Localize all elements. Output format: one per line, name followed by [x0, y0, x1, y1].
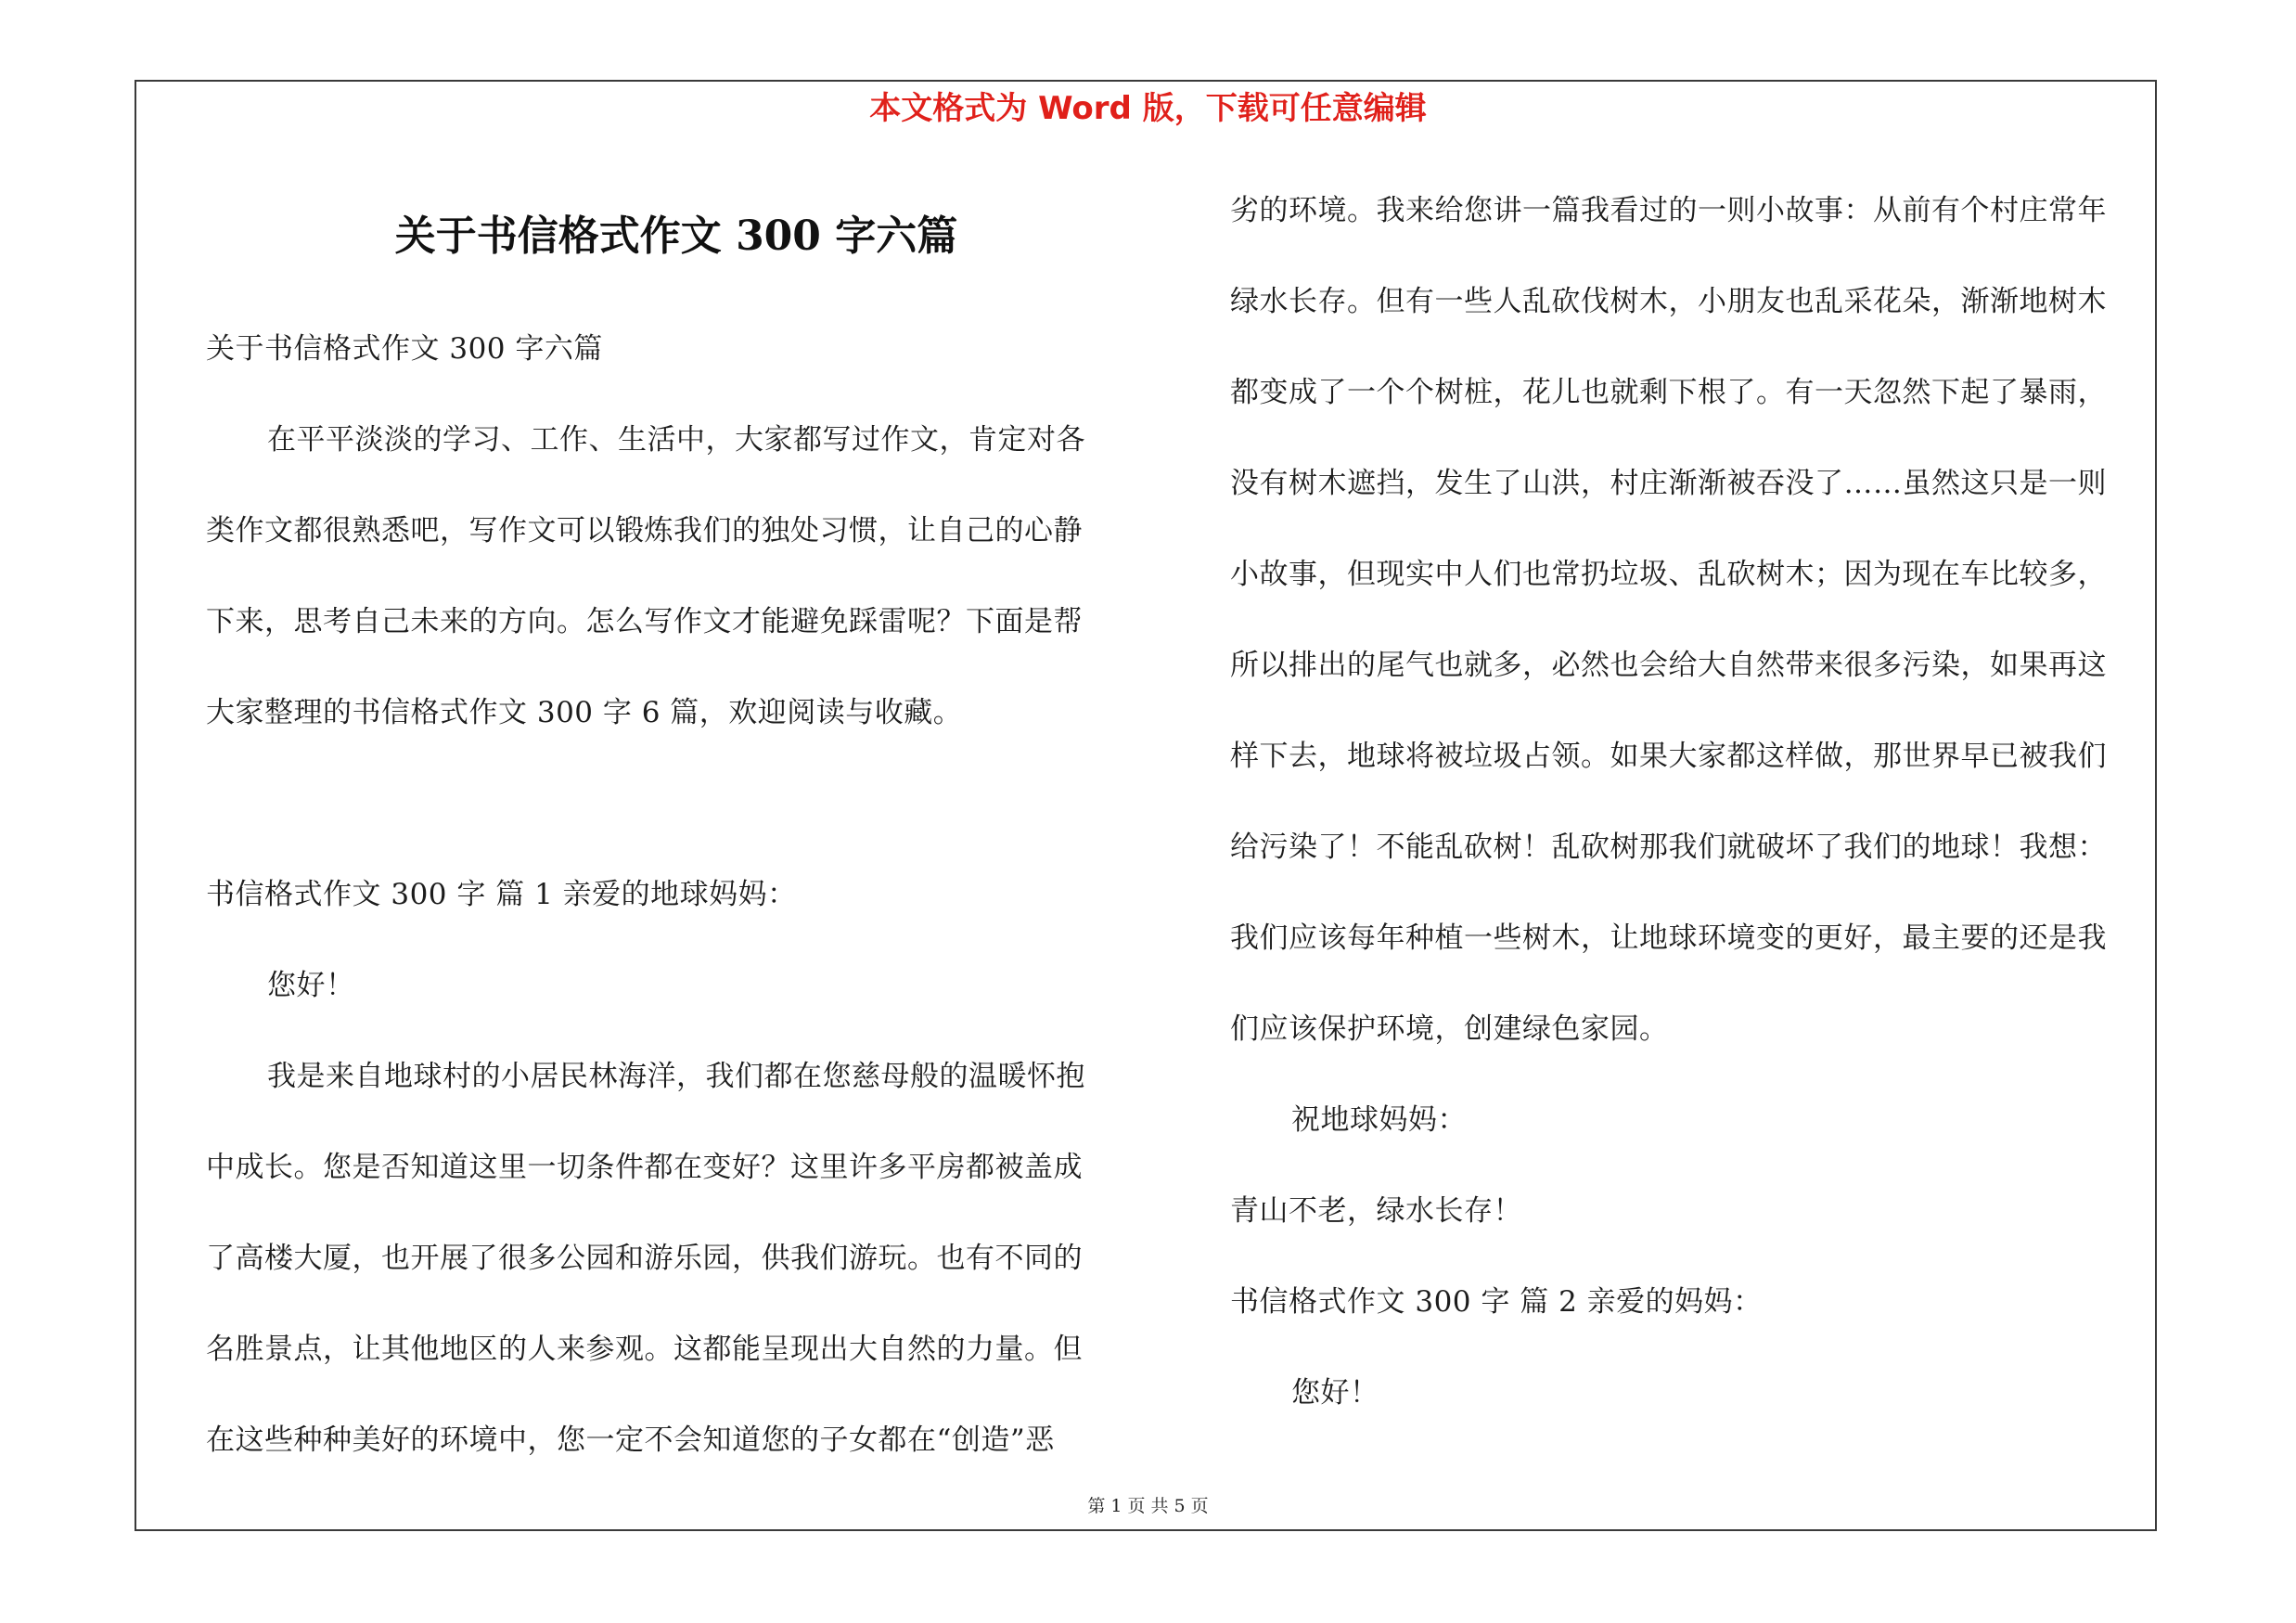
format-notice-banner: 本文格式为 Word 版，下载可任意编辑	[869, 90, 1427, 127]
closing-wish-line: 青山不老，绿水长存！	[1230, 1194, 1522, 1228]
paragraph-line: 劣的环境。我来给您讲一篇我看过的一则小故事：从前有个村庄常年	[1230, 194, 2107, 227]
paragraph-line: 中成长。您是否知道这里一切条件都在变好？这里许多平房都被盖成	[206, 1151, 1083, 1184]
paragraph-line: 给污染了！不能乱砍树！乱砍树那我们就破坏了我们的地球！我想：	[1230, 831, 2107, 864]
paragraph-line: 大家整理的书信格式作文 300 字 6 篇，欢迎阅读与收藏。	[206, 696, 963, 729]
subtitle-line: 关于书信格式作文 300 字六篇	[206, 332, 603, 366]
paragraph-line: 都变成了一个个树桩，花儿也就剩下根了。有一天忽然下起了暴雨，	[1230, 376, 2107, 409]
paragraph-line: 在平平淡淡的学习、工作、生活中，大家都写过作文，肯定对各	[267, 423, 1085, 457]
section-heading: 书信格式作文 300 字 篇 2 亲爱的妈妈：	[1230, 1285, 1763, 1319]
paragraph-line: 们应该保护环境，创建绿色家园。	[1230, 1012, 1669, 1046]
greeting-line: 您好！	[267, 969, 355, 1002]
paragraph-line: 了高楼大厦，也开展了很多公园和游乐园，供我们游玩。也有不同的	[206, 1242, 1083, 1275]
paragraph-line: 类作文都很熟悉吧，写作文可以锻炼我们的独处习惯，让自己的心静	[206, 514, 1083, 547]
paragraph-line: 所以排出的尾气也就多，必然也会给大自然带来很多污染，如果再这	[1230, 649, 2107, 682]
section-heading: 书信格式作文 300 字 篇 1 亲爱的地球妈妈：	[206, 878, 797, 911]
paragraph-line: 没有树木遮挡，发生了山洪，村庄渐渐被吞没了……虽然这只是一则	[1230, 467, 2107, 500]
greeting-line: 您好！	[1291, 1376, 1379, 1410]
closing-wish-line: 祝地球妈妈：	[1291, 1103, 1467, 1137]
page-number: 第 1 页 共 5 页	[1087, 1496, 1209, 1516]
paragraph-line: 我们应该每年种植一些树木，让地球环境变的更好，最主要的还是我	[1230, 921, 2107, 955]
paragraph-line: 我是来自地球村的小居民林海洋，我们都在您慈母般的温暖怀抱	[267, 1060, 1085, 1093]
paragraph-line: 名胜景点，让其他地区的人来参观。这都能呈现出大自然的力量。但	[206, 1333, 1083, 1366]
paragraph-line: 样下去，地球将被垃圾占领。如果大家都这样做，那世界早已被我们	[1230, 740, 2107, 773]
document-title: 关于书信格式作文 300 字六篇	[394, 213, 958, 260]
paragraph-line: 下来，思考自己未来的方向。怎么写作文才能避免踩雷呢？下面是帮	[206, 605, 1083, 638]
paragraph-line: 小故事，但现实中人们也常扔垃圾、乱砍树木；因为现在车比较多，	[1230, 558, 2107, 591]
paragraph-line: 在这些种种美好的环境中，您一定不会知道您的子女都在“创造”恶	[206, 1423, 1055, 1457]
paragraph-line: 绿水长存。但有一些人乱砍伐树木，小朋友也乱采花朵，渐渐地树木	[1230, 285, 2107, 318]
